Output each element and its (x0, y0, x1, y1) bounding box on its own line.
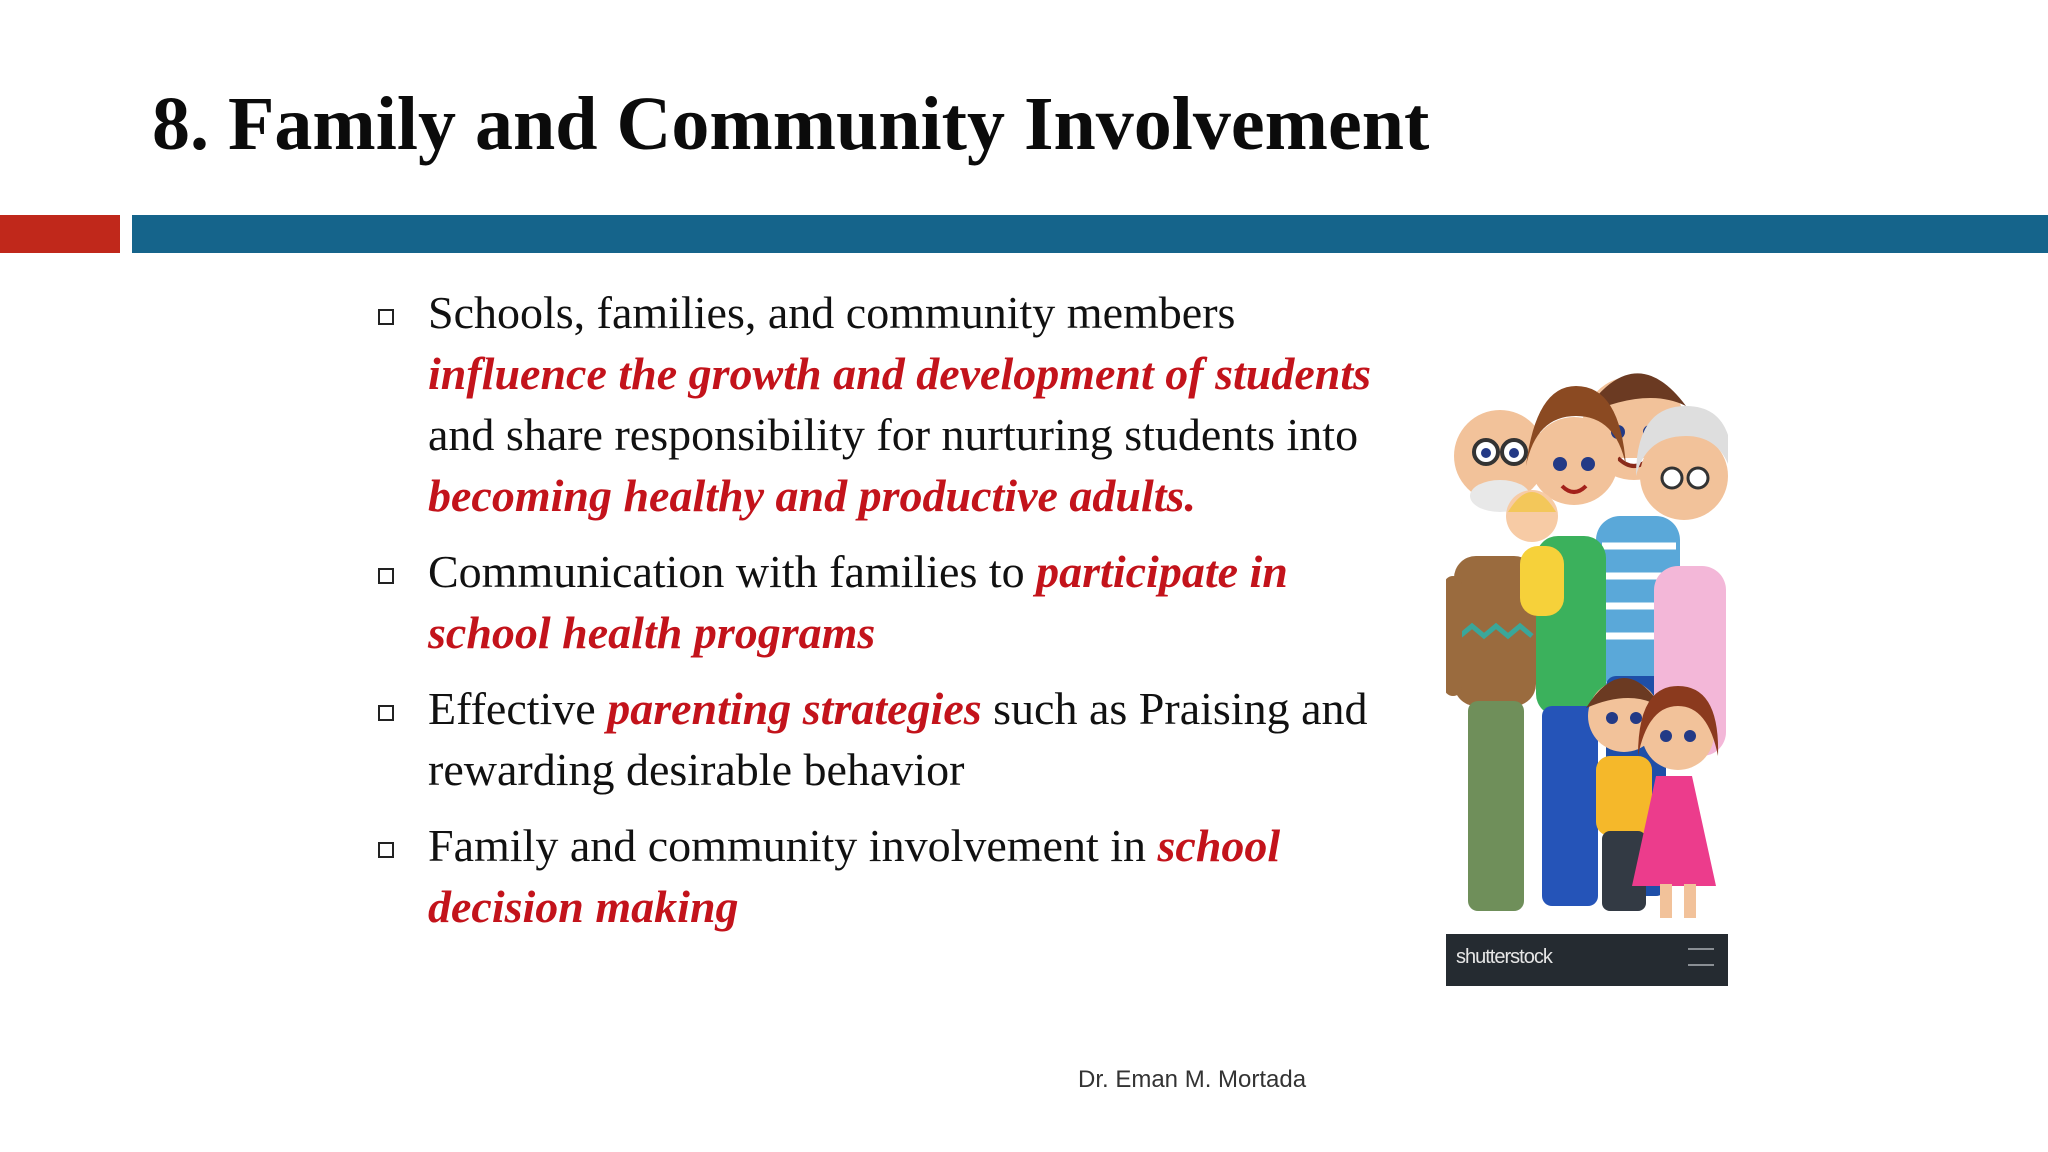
bullet-text: Communication with families to (428, 546, 1037, 597)
bullet-text: Schools, families, and community members (428, 287, 1236, 338)
family-illustration-icon (1446, 336, 1728, 986)
square-bullet-icon (378, 309, 394, 325)
watermark-mark-icon (1688, 948, 1714, 966)
bullet-emphasis: parenting strategies (607, 683, 982, 734)
bullet-item (372, 815, 1422, 937)
family-cartoon-icon (1446, 336, 1728, 934)
watermark-strip (1446, 934, 1728, 986)
slide-title: 8. Family and Community Involvement (152, 82, 1430, 166)
bullet-text: Family and community involvement in (428, 820, 1158, 871)
bullet-text: such as Praising and rewarding desirable behavior (428, 683, 1368, 795)
square-bullet-icon (378, 705, 394, 721)
footer-author: Dr. Eman M. Mortada (1078, 1066, 1307, 1093)
bullet-item (372, 541, 1422, 663)
bullet-emphasis: becoming healthy and productive adults. (428, 470, 1196, 521)
bullet-emphasis: school decision making (428, 820, 1281, 932)
bullet-text: and share responsibility for nurturing students into (428, 409, 1359, 460)
square-bullet-icon (378, 568, 394, 584)
square-bullet-icon (378, 842, 394, 858)
bullet-item (372, 678, 1422, 800)
bullet-list (372, 282, 1422, 952)
bullet-item (372, 282, 1422, 526)
bullet-emphasis: participate in school health programs (428, 546, 1288, 658)
accent-bar-blue (132, 215, 2048, 253)
bullet-text: Effective (428, 683, 608, 734)
bullet-emphasis: influence the growth and development of students (428, 348, 1372, 399)
accent-bar-red (0, 215, 120, 253)
watermark-text: shutterstock (1456, 946, 1552, 968)
